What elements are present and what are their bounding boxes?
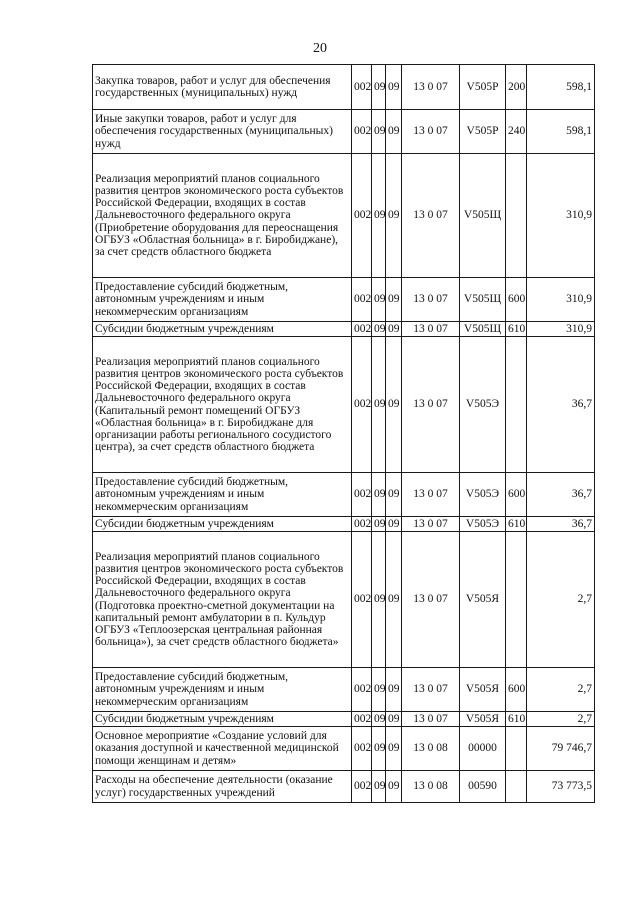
section-code: 09 bbox=[372, 517, 386, 532]
target-article-code: 13 0 07 bbox=[402, 473, 460, 517]
expense-direction-code: V505P bbox=[460, 110, 506, 154]
row-name: Основное мероприятие «Создание условий для оказания доступной и качественной медицинской помощи женщинам и детям» bbox=[93, 727, 352, 771]
section-code: 09 bbox=[372, 278, 386, 322]
expense-type-code: 200 bbox=[506, 65, 527, 110]
subsection-code: 09 bbox=[386, 278, 402, 322]
expense-type-code: 240 bbox=[506, 110, 527, 154]
row-name: Расходы на обеспечение деятельности (оказание услуг) государственных учреждений bbox=[93, 771, 352, 803]
row-name: Иные закупки товаров, работ и услуг для обеспечения государственных (муниципальных) нужд bbox=[93, 110, 352, 154]
subsection-code: 09 bbox=[386, 727, 402, 771]
row-name: Предоставление субсидий бюджетным, автономным учреждениям и иным некоммерческим организациям bbox=[93, 668, 352, 712]
target-article-code: 13 0 07 bbox=[402, 65, 460, 110]
subsection-code: 09 bbox=[386, 712, 402, 727]
target-article-code: 13 0 07 bbox=[402, 517, 460, 532]
row-name: Реализация мероприятий планов социального развития центров экономического роста субъектов Российской Федерации, входящих в состав Дальневосточного федерального округа (Капитальный ремонт помещений ОГБУЗ «Областная больница» в г. Биробиджане для организации работы регионального сосудистого центра), за счет средств областного бюджета bbox=[93, 337, 352, 473]
expense-direction-code: 00590 bbox=[460, 771, 506, 803]
expense-direction-code: V505Я bbox=[460, 668, 506, 712]
subsection-code: 09 bbox=[386, 110, 402, 154]
expense-type-code: 600 bbox=[506, 473, 527, 517]
ministry-code: 002 bbox=[352, 278, 372, 322]
row-name: Предоставление субсидий бюджетным, автономным учреждениям и иным некоммерческим организациям bbox=[93, 473, 352, 517]
expense-type-code: 610 bbox=[506, 517, 527, 532]
expense-type-code bbox=[506, 771, 527, 803]
table-row bbox=[93, 668, 595, 712]
budget-table bbox=[92, 64, 595, 803]
table-row bbox=[93, 278, 595, 322]
amount: 36,7 bbox=[527, 473, 595, 517]
section-code: 09 bbox=[372, 65, 386, 110]
target-article-code: 13 0 07 bbox=[402, 337, 460, 473]
subsection-code: 09 bbox=[386, 771, 402, 803]
row-name: Субсидии бюджетным учреждениям bbox=[93, 322, 352, 337]
amount: 79 746,7 bbox=[527, 727, 595, 771]
row-name: Реализация мероприятий планов социального развития центров экономического роста субъектов Российской Федерации, входящих в состав Дальневосточного федерального округа (Подготовка проектно-сметной документации на капитальный ремонт амбулатории в п. Кульдур ОГБУЗ «Теплоозерская центральная районная больница»), за счет средств областного бюджета» bbox=[93, 532, 352, 668]
expense-direction-code: V505Э bbox=[460, 337, 506, 473]
ministry-code: 002 bbox=[352, 668, 372, 712]
ministry-code: 002 bbox=[352, 337, 372, 473]
subsection-code: 09 bbox=[386, 668, 402, 712]
ministry-code: 002 bbox=[352, 154, 372, 278]
amount: 36,7 bbox=[527, 337, 595, 473]
section-code: 09 bbox=[372, 473, 386, 517]
target-article-code: 13 0 08 bbox=[402, 727, 460, 771]
target-article-code: 13 0 07 bbox=[402, 154, 460, 278]
expense-direction-code: V505Я bbox=[460, 712, 506, 727]
target-article-code: 13 0 07 bbox=[402, 532, 460, 668]
section-code: 09 bbox=[372, 727, 386, 771]
section-code: 09 bbox=[372, 532, 386, 668]
row-name: Субсидии бюджетным учреждениям bbox=[93, 712, 352, 727]
ministry-code: 002 bbox=[352, 322, 372, 337]
expense-direction-code: 00000 bbox=[460, 727, 506, 771]
amount: 73 773,5 bbox=[527, 771, 595, 803]
expense-type-code bbox=[506, 532, 527, 668]
amount: 2,7 bbox=[527, 668, 595, 712]
row-name: Реализация мероприятий планов социального развития центров экономического роста субъектов Российской Федерации, входящих в состав Дальневосточного федерального округа (Приобретение оборудования для переоснащения ОГБУЗ «Областная больница» в г. Биробиджане), за счет средств областного бюджета bbox=[93, 154, 352, 278]
amount: 598,1 bbox=[527, 110, 595, 154]
section-code: 09 bbox=[372, 712, 386, 727]
ministry-code: 002 bbox=[352, 517, 372, 532]
subsection-code: 09 bbox=[386, 65, 402, 110]
expense-direction-code: V505Э bbox=[460, 517, 506, 532]
expense-direction-code: V505Щ bbox=[460, 322, 506, 337]
amount: 2,7 bbox=[527, 712, 595, 727]
ministry-code: 002 bbox=[352, 65, 372, 110]
ministry-code: 002 bbox=[352, 110, 372, 154]
expense-type-code bbox=[506, 727, 527, 771]
subsection-code: 09 bbox=[386, 337, 402, 473]
ministry-code: 002 bbox=[352, 727, 372, 771]
row-name: Предоставление субсидий бюджетным, автономным учреждениям и иным некоммерческим организациям bbox=[93, 278, 352, 322]
ministry-code: 002 bbox=[352, 473, 372, 517]
row-name: Закупка товаров, работ и услуг для обеспечения государственных (муниципальных) нужд bbox=[93, 65, 352, 110]
section-code: 09 bbox=[372, 322, 386, 337]
target-article-code: 13 0 08 bbox=[402, 771, 460, 803]
expense-type-code: 600 bbox=[506, 668, 527, 712]
expense-direction-code: V505Э bbox=[460, 473, 506, 517]
section-code: 09 bbox=[372, 668, 386, 712]
expense-type-code bbox=[506, 337, 527, 473]
amount: 310,9 bbox=[527, 322, 595, 337]
section-code: 09 bbox=[372, 337, 386, 473]
ministry-code: 002 bbox=[352, 712, 372, 727]
target-article-code: 13 0 07 bbox=[402, 322, 460, 337]
expense-direction-code: V505Щ bbox=[460, 154, 506, 278]
target-article-code: 13 0 07 bbox=[402, 110, 460, 154]
section-code: 09 bbox=[372, 154, 386, 278]
row-name: Субсидии бюджетным учреждениям bbox=[93, 517, 352, 532]
page-number: 20 bbox=[313, 41, 327, 56]
amount: 36,7 bbox=[527, 517, 595, 532]
table-row bbox=[93, 65, 595, 110]
subsection-code: 09 bbox=[386, 154, 402, 278]
subsection-code: 09 bbox=[386, 517, 402, 532]
target-article-code: 13 0 07 bbox=[402, 668, 460, 712]
table-row bbox=[93, 727, 595, 771]
expense-type-code: 610 bbox=[506, 322, 527, 337]
table-row bbox=[93, 771, 595, 803]
amount: 310,9 bbox=[527, 278, 595, 322]
target-article-code: 13 0 07 bbox=[402, 278, 460, 322]
expense-direction-code: V505Щ bbox=[460, 278, 506, 322]
section-code: 09 bbox=[372, 110, 386, 154]
expense-direction-code: V505P bbox=[460, 65, 506, 110]
table-row bbox=[93, 473, 595, 517]
table-row bbox=[93, 532, 595, 668]
target-article-code: 13 0 07 bbox=[402, 712, 460, 727]
amount: 598,1 bbox=[527, 65, 595, 110]
table-row bbox=[93, 337, 595, 473]
expense-direction-code: V505Я bbox=[460, 532, 506, 668]
expense-type-code: 600 bbox=[506, 278, 527, 322]
table-row bbox=[93, 110, 595, 154]
table-row bbox=[93, 712, 595, 727]
subsection-code: 09 bbox=[386, 322, 402, 337]
ministry-code: 002 bbox=[352, 771, 372, 803]
subsection-code: 09 bbox=[386, 532, 402, 668]
expense-type-code: 610 bbox=[506, 712, 527, 727]
table-row bbox=[93, 517, 595, 532]
ministry-code: 002 bbox=[352, 532, 372, 668]
subsection-code: 09 bbox=[386, 473, 402, 517]
expense-type-code bbox=[506, 154, 527, 278]
table-row bbox=[93, 154, 595, 278]
table-row bbox=[93, 322, 595, 337]
section-code: 09 bbox=[372, 771, 386, 803]
amount: 2,7 bbox=[527, 532, 595, 668]
amount: 310,9 bbox=[527, 154, 595, 278]
